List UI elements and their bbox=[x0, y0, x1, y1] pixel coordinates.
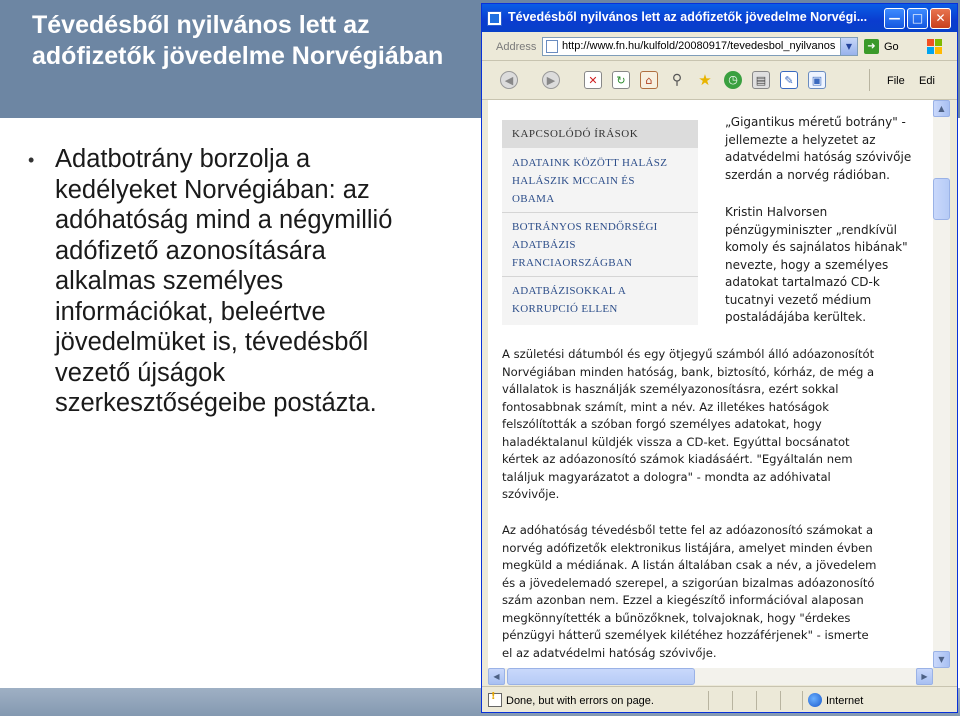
article-paragraph-2: Az adóhatóság tévedésből tette fel az adóazonosító számokat a norvég adófizetők elektronikus listájára, amelyet minden évben megküld a médiának. A listán általában csak a név, a jövedelem és a jövedelemadó szerepel, a szigorúan bizalmas adóazonosító szám azonban nem. Ezzel a kiegészítő információval alaposan megkönnyítették a bűnözőknek, tolvajoknak, hogy "érdekes pénzügyi hátterű személyek kilétéhez hozzáférjenek" - ismerte el az adatvédelmi hatóság szóvivője. bbox=[502, 523, 877, 660]
scroll-down-button[interactable] bbox=[933, 651, 950, 668]
discuss-button[interactable] bbox=[808, 71, 826, 89]
maximize-icon: □ bbox=[911, 11, 924, 25]
security-zone: Internet bbox=[826, 695, 864, 707]
arrow-left-icon: ◀ bbox=[493, 672, 500, 681]
related-articles-header bbox=[502, 120, 698, 148]
print-button[interactable] bbox=[752, 71, 770, 89]
refresh-button[interactable] bbox=[612, 71, 630, 89]
history-button[interactable] bbox=[724, 71, 742, 89]
menu-file[interactable]: File bbox=[887, 75, 905, 87]
home-icon: ⌂ bbox=[645, 74, 653, 87]
related-link-1[interactable]: ADATAINK KÖZÖTT HALÁSZ HALÁSZIK MCCAIN ÉS OBAMA bbox=[512, 157, 668, 205]
back-button[interactable] bbox=[500, 71, 518, 89]
vertical-scroll-thumb[interactable] bbox=[933, 178, 950, 220]
status-divider bbox=[708, 691, 709, 710]
browser-window bbox=[481, 3, 958, 713]
vertical-scrollbar[interactable] bbox=[933, 100, 950, 668]
close-icon: ✕ bbox=[935, 11, 946, 25]
minimize-icon: — bbox=[888, 11, 901, 25]
windows-logo-icon bbox=[927, 39, 943, 55]
horizontal-scrollbar[interactable] bbox=[488, 668, 933, 685]
forward-button[interactable] bbox=[542, 71, 560, 89]
bullet-text: Adatbotrány borzolja a kedélyeket Norvégiában: az adóhatóság mind a négymillió adófizető azonosítására alkalmas személyes információkat, beleértve jövedelmüket is, tévedésből vezető újságok szerkesztőségeibe postázta. bbox=[55, 145, 393, 417]
search-icon: ⚲ bbox=[671, 72, 683, 88]
slide-title: Tévedésből nyilvános lett az adófizetők jövedelme Norvégiában bbox=[32, 11, 444, 70]
go-label[interactable]: Go bbox=[884, 41, 899, 53]
status-divider bbox=[802, 691, 803, 710]
go-button[interactable] bbox=[864, 39, 879, 54]
status-divider bbox=[756, 691, 757, 710]
page-icon bbox=[546, 40, 558, 53]
forward-icon: ▶ bbox=[546, 74, 556, 87]
edit-icon: ✎ bbox=[784, 74, 794, 87]
toolbar-separator bbox=[869, 69, 870, 91]
browser-toolbar bbox=[482, 61, 957, 100]
ie-page-icon bbox=[487, 11, 502, 26]
minimize-button[interactable] bbox=[884, 8, 905, 29]
discuss-icon: ▣ bbox=[811, 74, 823, 87]
go-arrow-icon: ➜ bbox=[867, 41, 876, 52]
print-icon: ▤ bbox=[755, 74, 767, 87]
maximize-button[interactable] bbox=[907, 8, 928, 29]
favorites-button[interactable] bbox=[696, 71, 714, 89]
related-articles-title: KAPCSOLÓDÓ ÍRÁSOK bbox=[512, 128, 639, 140]
stop-icon: ✕ bbox=[588, 74, 598, 87]
related-link-2[interactable]: BOTRÁNYOS RENDŐRSÉGI ADATBÁZIS FRANCIAORSZÁGBAN bbox=[512, 221, 658, 269]
related-articles-box bbox=[502, 120, 698, 325]
star-icon: ★ bbox=[698, 71, 712, 89]
menu-edit[interactable]: Edi bbox=[919, 75, 935, 87]
warning-icon[interactable] bbox=[488, 693, 502, 707]
related-divider bbox=[502, 212, 698, 213]
scroll-up-button[interactable] bbox=[933, 100, 950, 117]
article-paragraph-1: A születési dátumból és egy ötjegyű számból álló adóazonosítót Norvégiában minden hatóság, bank, biztosító, kórház, de még a vállalatok is használják személyazonosításra, ezért sokkal fontosabbnak számít, mint a név. Az illetékes hatóságok felszólították a szóban forgó személyes adatokat, hogy haladéktalanul küldjék vissza a CD-ket. Egyúttal bocsánatot kértek az adóazonosító számok kiadásáért. "Egyáltalán nem találjuk magyarázatot a dologra" - mondta az adóhivatal szóvivője. bbox=[502, 347, 875, 501]
address-label: Address bbox=[496, 41, 537, 53]
scroll-left-button[interactable] bbox=[488, 668, 505, 685]
related-link-3[interactable]: ADATBÁZISOKKAL A KORRUPCIÓ ELLEN bbox=[512, 285, 627, 315]
edit-button[interactable] bbox=[780, 71, 798, 89]
page-viewport[interactable] bbox=[488, 100, 933, 668]
address-bar bbox=[482, 34, 957, 61]
bullet-dot-icon: • bbox=[28, 150, 35, 170]
address-url: http://www.fn.hu/kulfold/20080917/tevedesbol_nyilvanos bbox=[562, 40, 836, 52]
window-titlebar[interactable] bbox=[482, 4, 957, 32]
address-dropdown-button[interactable] bbox=[840, 38, 857, 55]
back-icon: ◀ bbox=[504, 74, 514, 87]
related-divider bbox=[502, 276, 698, 277]
chevron-down-icon: ▼ bbox=[845, 42, 853, 51]
side-paragraph-quote: „Gigantikus méretű botrány" - jellemezte a helyzetet az adatvédelmi hatóság szóvivője szerdán a norvég rádióban. bbox=[725, 115, 912, 182]
arrow-right-icon: ▶ bbox=[921, 672, 928, 681]
search-button[interactable] bbox=[668, 71, 686, 89]
arrow-down-icon: ▼ bbox=[938, 655, 945, 664]
close-button[interactable] bbox=[930, 8, 951, 29]
status-text: Done, but with errors on page. bbox=[506, 695, 654, 707]
side-paragraph-minister: Kristin Halvorsen pénzügyminiszter „rendkívül komoly és sajnálatos hibának" nevezte, hogy a személyes adatokat tartalmazó CD-k tucatnyi vezető médium postaládájába kerültek. bbox=[725, 205, 908, 324]
status-bar bbox=[482, 686, 957, 713]
window-title: Tévedésből nyilvános lett az adófizetők jövedelme Norvégi... bbox=[508, 10, 868, 24]
scroll-right-button[interactable] bbox=[916, 668, 933, 685]
status-divider bbox=[732, 691, 733, 710]
status-divider bbox=[780, 691, 781, 710]
internet-globe-icon bbox=[808, 693, 822, 707]
history-icon: ◷ bbox=[728, 73, 738, 86]
horizontal-scroll-thumb[interactable] bbox=[507, 668, 695, 685]
address-input[interactable] bbox=[542, 37, 858, 56]
arrow-up-icon: ▲ bbox=[938, 104, 945, 113]
stop-button[interactable] bbox=[584, 71, 602, 89]
refresh-icon: ↻ bbox=[616, 74, 626, 87]
home-button[interactable] bbox=[640, 71, 658, 89]
